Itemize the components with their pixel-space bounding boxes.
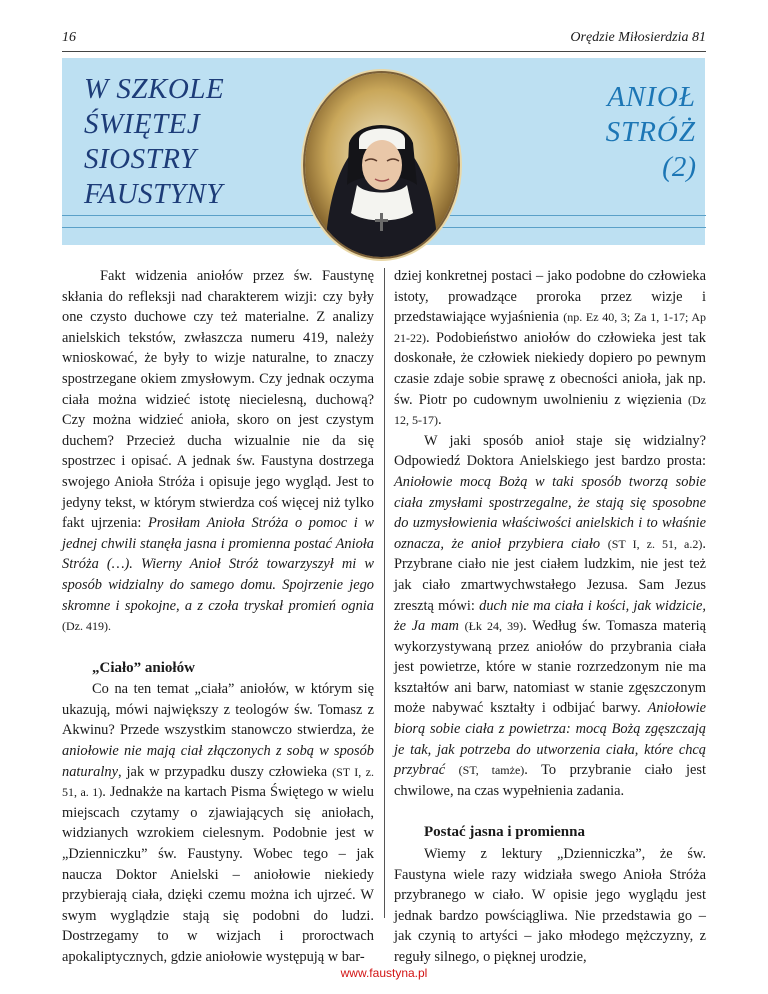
article-title-line: ANIOŁ (607, 81, 696, 113)
text-run: . Podobieństwo aniołów do człowieka jest tak doskonałe, że człowiek niekiedy dopiero po pewnym czasie zdaje sobie sprawę z obecności anioła, jak np. św. Piotr po cudownym uwolnieniu z więzienia (394, 329, 706, 408)
series-title-line: SIOSTRY (84, 143, 197, 175)
article-title (606, 80, 696, 185)
section-heading: „Ciało” aniołów (92, 659, 195, 676)
citation-reference: (Dz. 419). (62, 619, 111, 634)
text-run: . (438, 412, 442, 429)
citation-reference: (ST I, z. 51, a. 1) (62, 764, 374, 800)
footer-url[interactable]: www.faustyna.pl (340, 966, 428, 980)
column-left (62, 266, 374, 968)
italic-quote: Aniołowie mocą Bożą w taki sposób tworzą sobie ciała zmysłami spostrzegalne, że stają się sposobne do uzmysłowienia właściwości anielskich i to właśnie oznacza, że anioł przybiera ciało (394, 473, 706, 552)
text-run: . Według św. Tomasza materią wykorzystywaną przez aniołów do przybrania ciała jest powietrze, które w stanie rozrzedzonym nie ma kształtów ani barw, natomiast w stanie zgęszczonym może nabywać kształty i odbijać barwy. (394, 618, 706, 717)
text-run: , jak w przypadku duszy człowieka (117, 763, 333, 780)
paragraph (62, 679, 374, 967)
paragraph (394, 266, 706, 431)
citation-reference: (ST, tamże) (458, 763, 525, 778)
column-right (394, 266, 706, 968)
portrait-saint-faustyna-icon (305, 73, 458, 257)
text-run: Fakt widzenia aniołów przez św. Faustynę skłania do refleksji nad charakterem wizji: czy były one czysto duchowe czy też materialne. Z analizy anielskich tekstów, zwłaszcza numeru 419, należy wnioskować, że były to wizje naturalne, to znaczy spostrzegane okiem zmysłowym. Czy jednak oczyma ciała można widzieć istotę niecielesną, duchową? Czy można widzieć anioła, skoro on jest czystym duchem? Przecież ducha wizualnie nie da się spostrzec i opisać. A jednak św. Faustyna dostrzega swojego Anioła Stróża i opisuje jego wygląd. Jest to jedyny tekst, w którym stwierdza coś więcej niż tylko fakt ujrzenia: (62, 268, 374, 532)
running-title: Orędzie Miłosierdzia 81 (570, 30, 706, 45)
header-rule (62, 51, 706, 52)
text-run (445, 762, 458, 778)
citation-reference: (np. Ez 40, 3; Za 1, 1-17; Ap 21-22) (394, 310, 707, 345)
italic-quote: duch nie ma ciała i kości, jak widzicie, że Ja mam (394, 597, 706, 635)
italic-quote: aniołowie nie mają ciał złączonych z sobą w sposób naturalny (62, 743, 374, 780)
text-run: . Jednakże na kartach Pisma Świętego w wielu miejscach czytamy o zjawiających się aniołach, widzianych wzrokiem cielesnym. Podobnie jest w „Dzienniczku” św. Faustyny. Wobec tego – jak naucza Doktor Anielski – aniołowie niekiedy przybierają ciała, dzięki czemu można ich ujrzeć. W swym wyglądzie stają się podobni do ludzi. Dostrzegamy to w wizjach i proroctwach apokaliptycznych, gdzie aniołowie występują w bar- (62, 784, 375, 965)
portrait-frame (305, 73, 458, 257)
article-part-number: (2) (662, 151, 696, 183)
citation-reference: (Dz 12, 5-17) (394, 392, 706, 428)
italic-quote: Prosiłam Anioła Stróża o pomoc i w jednej chwili stanęła jasna i promienna postać Anioła Stróża (…). Wierny Anioł Stróż towarzyszył mi w sposób widzialny do samego domu. Spojrzenie jego skromne i spokojne, a z czoła tryskał promień ognia (62, 515, 374, 614)
paragraph (394, 431, 706, 802)
citation-reference: (ST I, z. 51, a.2) (607, 536, 703, 551)
text-run: Wiemy z lektury „Dzienniczka”, że św. Faustyna wiele razy widziała swego Anioła Stróża przybranego w ciało. W opisie jego wyglądu jest jednak bardzo powściągliwa. Nie przedstawia go – jak czynią to artyści – jako młodego mężczyzny, z reguły silnego, o pięknej urodzie, (394, 846, 706, 965)
citation-reference: (Łk 24, 39) (464, 619, 524, 634)
series-title (84, 72, 224, 212)
article-title-line: STRÓŻ (605, 116, 696, 148)
text-run: dziej konkretnej postaci – jako podobne do człowieka istoty, prowadzące proroka przez wizje i przedstawiające wyjaśnienia (394, 268, 706, 326)
series-title-line: FAUSTYNY (84, 178, 223, 210)
section-heading: Postać jasna i promienna (424, 824, 585, 841)
text-run: W jaki sposób anioł staje się widzialny? Odpowiedź Doktora Anielskiego jest bardzo prosta: (394, 432, 706, 470)
text-run: . Przybrane ciało nie jest ciałem ludzkim, nie jest też jak ciało zmartwychwstałego Jezusa. Sam Jezus zresztą mówi: (394, 535, 706, 614)
text-run: . To przybranie ciało jest chwilowe, na czas wypełnienia zadania. (394, 762, 706, 799)
paragraph (394, 844, 706, 968)
series-title-line: ŚWIĘTEJ (84, 108, 201, 140)
column-divider (384, 268, 385, 918)
series-title-line: W SZKOLE (84, 73, 225, 105)
page-number: 16 (62, 30, 76, 45)
italic-quote: Aniołowie biorą sobie ciała z powietrza: mocą Bożą zgęszczają je tak, jak potrzeba do utworzenia ciała, które chcą przybrać (394, 700, 706, 779)
text-run (600, 536, 608, 552)
text-run: Co na ten temat „ciała” aniołów, w którym się ukazują, mówi największy z teologów św. Tomasz z Akwinu? Przede wszystkim stanowczo stwierdza, że (62, 681, 374, 739)
paragraph (62, 266, 374, 637)
